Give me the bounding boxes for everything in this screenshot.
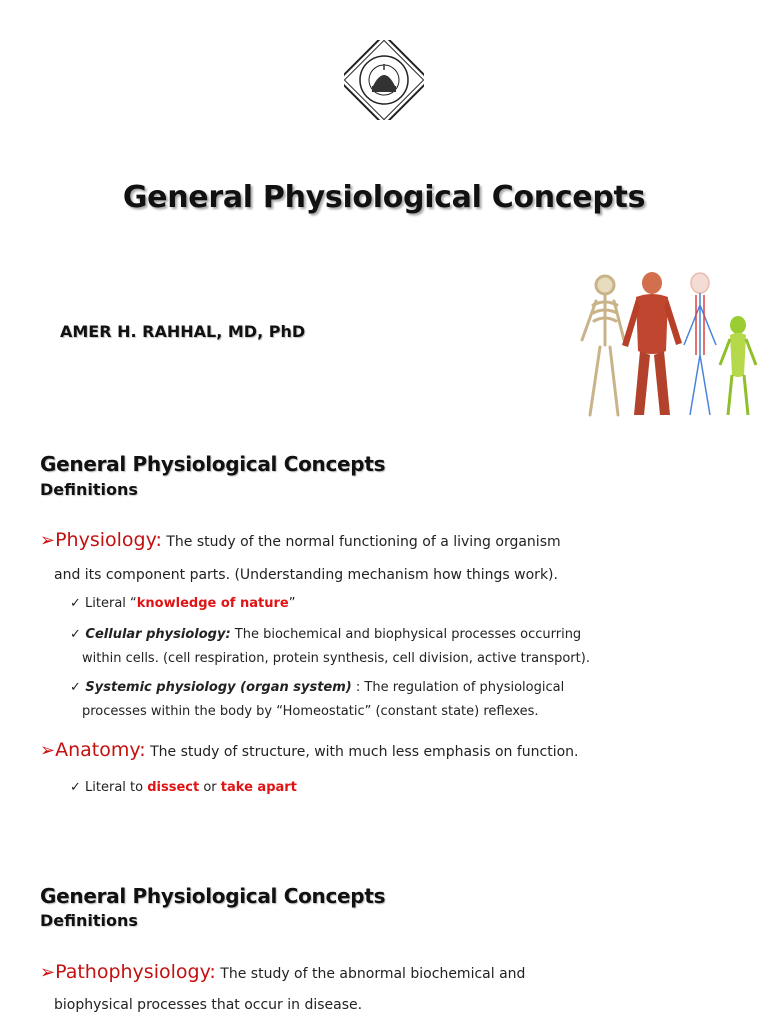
or-connector: or — [199, 780, 221, 795]
systemic-physiology-term: Systemic physiology (organ system) — [80, 680, 352, 695]
dissect-highlight: dissect — [147, 780, 200, 795]
systemic-physiology-item — [70, 677, 600, 699]
section-title: General Physiological Concepts — [40, 452, 386, 476]
literal-dissect-item — [70, 777, 600, 799]
author-name: AMER H. RAHHAL, MD, PhD — [60, 322, 306, 341]
literal-suffix: ” — [288, 596, 296, 611]
cellular-physiology-term: Cellular physiology: — [80, 627, 231, 642]
checkmark-icon: ✓ — [70, 680, 81, 695]
cellular-def-line1: The biochemical and biophysical processes occurring — [230, 627, 582, 642]
section-subtitle: Definitions — [40, 480, 138, 499]
section-title-2: General Physiological Concepts — [40, 884, 386, 908]
systemic-def-line2: processes within the body by “Homeostatic” (constant state) reflexes. — [82, 704, 539, 719]
pathophysiology-definition — [40, 962, 600, 984]
physiology-def-line2: and its component parts. (Understanding mechanism how things work). — [54, 567, 558, 583]
checkmark-icon: ✓ — [70, 627, 81, 642]
arrow-bullet-icon: ➢ — [40, 530, 56, 551]
pathophysiology-def-line1: The study of the abnormal biochemical and — [215, 966, 526, 982]
cellular-def-line2: within cells. (cell respiration, protein synthesis, cell division, active transport). — [82, 651, 590, 666]
literal-knowledge-item — [70, 593, 600, 615]
checkmark-icon: ✓ — [70, 596, 81, 611]
physiology-term: Physiology: — [55, 529, 162, 551]
anatomy-def: The study of structure, with much less emphasis on function. — [145, 744, 579, 760]
pathophysiology-term: Pathophysiology: — [55, 961, 216, 983]
systemic-def-line1: : The regulation of physiological — [351, 680, 565, 695]
presentation-title: General Physiological Concepts — [122, 180, 646, 215]
checkmark-icon: ✓ — [70, 780, 81, 795]
literal-prefix: Literal “ — [80, 596, 137, 611]
physiology-definition — [40, 530, 600, 552]
arrow-bullet-icon: ➢ — [40, 740, 56, 761]
human-body-systems-illustration — [560, 265, 760, 425]
literal-to-prefix: Literal to — [80, 780, 148, 795]
section-subtitle-2: Definitions — [40, 911, 138, 930]
physiology-def-line1: The study of the normal functioning of a living organism — [161, 534, 561, 550]
cellular-physiology-item — [70, 624, 600, 646]
anatomy-term: Anatomy: — [55, 739, 146, 761]
al-quds-university-logo — [344, 40, 424, 120]
knowledge-of-nature-highlight: knowledge of nature — [136, 596, 289, 611]
anatomy-definition — [40, 740, 640, 762]
arrow-bullet-icon: ➢ — [40, 962, 56, 983]
take-apart-highlight: take apart — [220, 780, 297, 795]
pathophysiology-def-line2: biophysical processes that occur in disease. — [54, 997, 363, 1013]
